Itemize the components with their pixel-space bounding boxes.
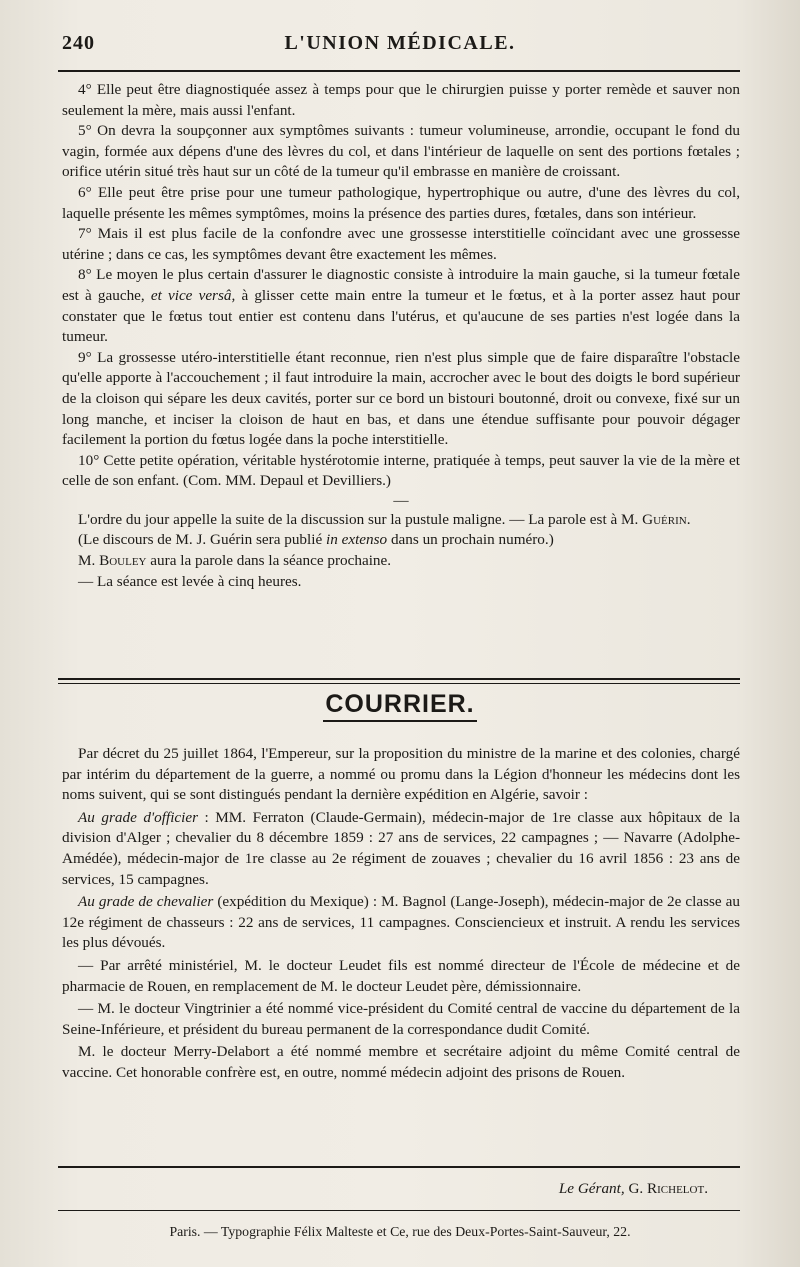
discours-text-a: (Le discours de M. J. Guérin sera publié: [78, 531, 323, 549]
order-of-day: L'ordre du jour appelle la suite de la discussion sur la pustule maligne. — La parole est à M. Guérin.: [78, 510, 691, 528]
discours-note: [62, 530, 740, 551]
page-number: 240: [62, 32, 95, 54]
paragraph-8-text-b: à glisser cette main entre la tumeur et le fœtus, et à la porter assez haut pour constater que le fœtus tout entier est contenu dans l'utérus, et qu'aucune de ses parties n'est logée dans la tumeur.: [62, 286, 741, 346]
courrier-vingtrinier: — M. le docteur Vingtrinier a été nommé vice-président du Comité central de vaccine du département de la Seine-Inférieure, et président du bureau permanent de la correspondance dudit Comité.: [62, 1000, 740, 1038]
paragraph-5: 5° On devra la soupçonner aux symptômes suivants : tumeur volumineuse, arrondie, occupant le fond du vagin, formée aux dépens d'une des lèvres du col, et dans l'intérieur de laquelle on sent des portions fœtales ; orifice utérin situé très haut sur un côté de la tumeur qu'il embrasse en manière de croissant.: [62, 122, 740, 181]
courrier-officier: [62, 808, 740, 890]
courrier-decree: Par décret du 25 juillet 1864, l'Empereur, sur la proposition du ministre de la marine et des colonies, chargé par intérim du département de la guerre, a nommé ou promu dans la Légion d'honneur les médecins dont les noms suivent, qui se sont distingués pendant la dernière expédition en Algérie, savoir :: [62, 745, 740, 804]
bouley-name: M. Bouley: [78, 552, 147, 570]
courrier-merry-delabort: M. le docteur Merry-Delabort a été nommé membre et secrétaire adjoint du même Comité central de vaccine. Cet honorable confrère est, en outre, nommé médecin adjoint des prisons de Rouen.: [62, 1043, 740, 1081]
courrier-chevalier: [62, 892, 740, 954]
seance-levee: — La séance est levée à cinq heures.: [78, 572, 302, 590]
paragraph-7: 7° Mais il est plus facile de la confondre avec une grossesse interstitielle coïncidant avec une grossesse utérine ; dans ce cas, les symptômes devant être exactement les mêmes.: [62, 225, 740, 263]
paragraph-10: 10° Cette petite opération, véritable hystérotomie interne, pratiquée à temps, peut sauver la vie de la mère et celle de son enfant. (Com. MM. Depaul et Devilliers.): [62, 451, 740, 490]
order-speaker: Guérin: [642, 510, 687, 528]
section-rule-top: [58, 678, 740, 680]
courrier-leudet: — Par arrêté ministériel, M. le docteur Leudet fils est nommé directeur de l'École de médecine et de pharmacie de Rouen, en remplacement de M. le docteur Leudet père, démissionnaire.: [62, 956, 740, 995]
paragraph-8: [62, 265, 740, 347]
discours-text-b: dans un prochain numéro.): [390, 531, 554, 549]
courrier-heading: [0, 690, 800, 722]
order-text: L'ordre du jour appelle la suite de la discussion sur la pustule maligne. — La parole est à M.: [78, 510, 639, 528]
paragraph-8-text-a: 8° Le moyen le plus certain d'assurer le diagnostic consiste à introduire la main gauche, si la tumeur fœtale est à gauche,: [62, 266, 740, 304]
officier-heading: Au grade d'officier: [78, 808, 199, 826]
section-separator: —: [393, 491, 409, 509]
journal-title: L'UNION MÉDICALE.: [284, 32, 516, 54]
chevalier-heading: Au grade de chevalier: [78, 893, 214, 911]
signature-name: G. Richelot.: [628, 1180, 708, 1197]
footer-rule: [58, 1210, 740, 1211]
header-rule: [58, 70, 740, 72]
signature: [559, 1180, 708, 1198]
bouley-text: aura la parole dans la séance prochaine.: [150, 552, 392, 570]
section-rule-bottom: [58, 683, 740, 684]
paragraph-4: 4° Elle peut être diagnostiquée assez à temps pour que le chirurgien puisse y porter remède et sauver non seulement la mère, mais aussi l'enfant.: [62, 81, 740, 119]
discours-italic: in extenso: [326, 531, 388, 549]
courrier-title: COURRIER.: [323, 690, 476, 722]
paragraph-9: 9° La grossesse utéro-interstitielle étant reconnue, rien n'est plus simple que de faire disparaître l'obstacle qu'elle apporte à l'accouchement ; il faut introduire la main, accrocher avec le bout des doigts le bord supérieur de la cloison qui sépare les deux cavités, porter sur ce bord un bistouri boutonné, droit ou convexe, fixé sur un long manche, et inciser la cloison de haut en bas, et dans une étendue suffisante pour pouvoir dégager facilement la portion du fœtus logée dans la poche interstitielle.: [62, 348, 740, 449]
paragraph-8-italic: et vice versâ,: [150, 286, 236, 304]
page-header: [62, 32, 738, 58]
signature-label: Le Gérant,: [558, 1180, 625, 1197]
signature-rule: [58, 1166, 740, 1168]
paragraph-6: 6° Elle peut être prise pour une tumeur pathologique, hypertrophique ou autre, d'une des lèvres du col, laquelle présente les mêmes symptômes, moins la présence des parties dures, fœtales, dans son intérieur.: [62, 183, 740, 222]
chevalier-text: (expédition du Mexique) : M. Bagnol (Lange-Joseph), médecin-major de 2e classe au 12e régiment de chasseurs : 22 ans de services, 11 campagnes. Consciencieux et instruit. A rendu les services les plus dévoués.: [62, 893, 741, 952]
officier-text: : MM. Ferraton (Claude-Germain), médecin-major de 1re classe aux hôpitaux de la division d'Alger ; chevalier du 8 décembre 1859 : 27 ans de services, 22 campagnes ; — Navarre (Adolphe-Amédée), médecin-major de 1re classe au 2e régiment de zouaves ; chevalier du 16 avril 1856 : 23 ans de services, 15 campagnes.: [62, 808, 741, 888]
bouley-note: [62, 551, 740, 572]
courrier-body: [62, 744, 740, 1084]
article-continuation: [62, 80, 740, 592]
printer-footer: Paris. — Typographie Félix Malteste et Ce, rue des Deux-Portes-Saint-Sauveur, 22.: [169, 1224, 631, 1239]
